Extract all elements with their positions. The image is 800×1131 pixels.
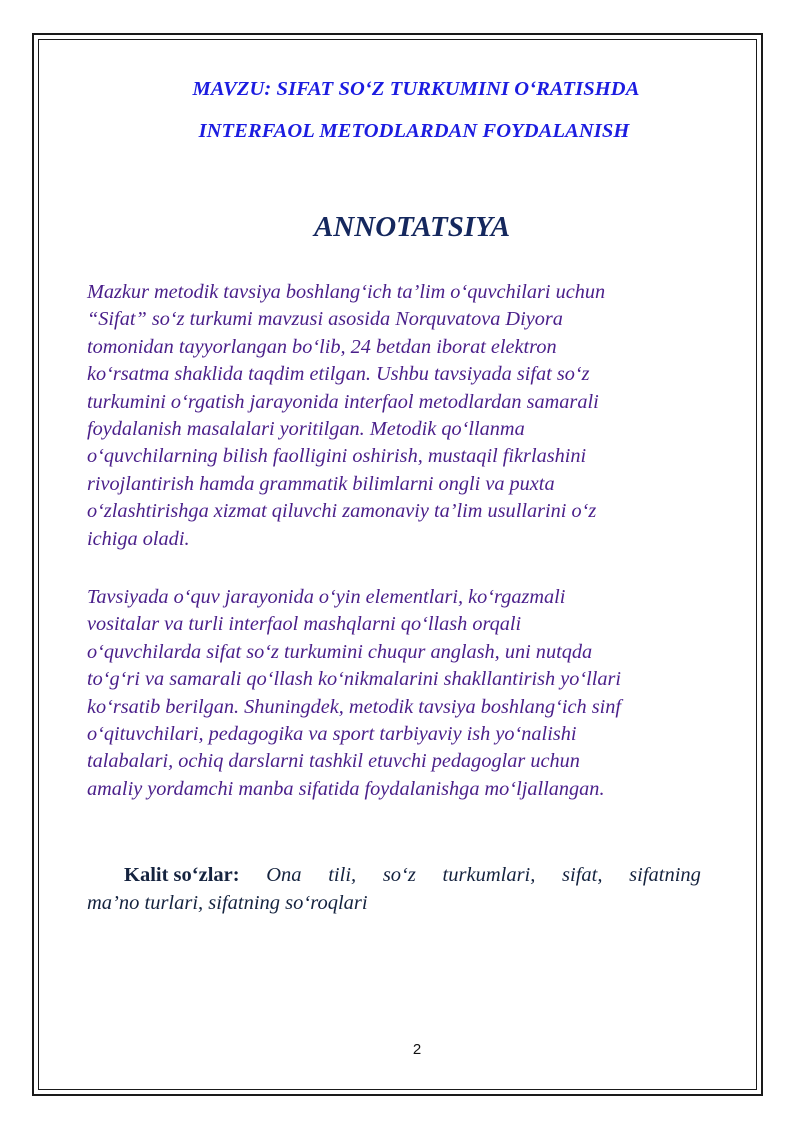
keyword-word: tili,: [328, 864, 357, 886]
paragraph-line: to‘g‘ri va samarali qo‘llash ko‘nikmalarini shakllantirish yo‘llari: [87, 668, 622, 691]
annotation-heading: ANNOTATSIYA: [313, 211, 511, 243]
paragraph-line: Mazkur metodik tavsiya boshlang‘ich ta’lim o‘quvchilari uchun: [87, 281, 606, 303]
page-border-inner: [38, 39, 757, 1090]
keyword-word: Ona: [266, 864, 302, 886]
paragraph-line: foydalanish masalalari yoritilgan. Metodik qo‘llanma: [87, 418, 525, 441]
paragraph-line: vositalar va turli interfaol mashqlarni qo‘llash orqali: [87, 613, 522, 636]
paragraph-line: ko‘rsatib berilgan. Shuningdek, metodik tavsiya boshlang‘ich sinf: [87, 695, 621, 718]
page-number: 2: [412, 1041, 422, 1058]
keywords-line-1: [87, 861, 701, 889]
annotation-paragraph-2: [87, 584, 737, 803]
paragraph-line: o‘qituvchilari, pedagogika va sport tarbiyaviy ish yo‘nalishi: [87, 723, 577, 746]
topic-title-line-2: INTERFAOL METODLARDAN FOYDALANISH: [198, 120, 630, 142]
keyword-word: turkumlari,: [442, 864, 536, 886]
keyword-word: sifat,: [562, 864, 603, 886]
keywords-line-2: ma’no turlari, sifatning so‘roqlari: [87, 892, 368, 914]
paragraph-line: ichiga oladi.: [87, 527, 190, 550]
annotation-paragraph-1: [87, 279, 737, 553]
paragraph-line: turkumini o‘rgatish jarayonida interfaol metodlardan samarali: [87, 390, 599, 413]
keywords-label: Kalit so‘zlar:: [124, 864, 240, 886]
paragraph-line: talabalari, ochiq darslarni tashkil etuvchi pedagoglar uchun: [87, 750, 580, 773]
paragraph-line: “Sifat” so‘z turkumi mavzusi asosida Norquvatova Diyora: [87, 308, 563, 331]
keywords-block: [87, 861, 701, 917]
paragraph-line: Tavsiyada o‘quv jarayonida o‘yin elementlari, ko‘rgazmali: [87, 586, 566, 608]
keyword-word: sifatning: [629, 864, 701, 886]
paragraph-line: o‘quvchilarning bilish faolligini oshirish, mustaqil fikrlashini: [87, 445, 587, 468]
paragraph-line: o‘quvchilarda sifat so‘z turkumini chuqur anglash, uni nutqda: [87, 640, 593, 663]
paragraph-line: amaliy yordamchi manba sifatida foydalanishga mo‘ljallangan.: [87, 777, 605, 800]
paragraph-line: rivojlantirish hamda grammatik bilimlarni ongli va puxta: [87, 472, 555, 495]
paragraph-line: o‘zlashtirishga xizmat qiluvchi zamonaviy ta’lim usullarini o‘z: [87, 500, 597, 523]
paragraph-line: tomonidan tayyorlangan bo‘lib, 24 betdan iborat elektron: [87, 335, 557, 358]
keyword-word: so‘z: [382, 864, 416, 886]
paragraph-line: ko‘rsatma shaklida taqdim etilgan. Ushbu tavsiyada sifat so‘z: [87, 363, 590, 386]
topic-title-line-1: MAVZU: SIFAT SO‘Z TURKUMINI O‘RATISHDA: [192, 78, 640, 100]
